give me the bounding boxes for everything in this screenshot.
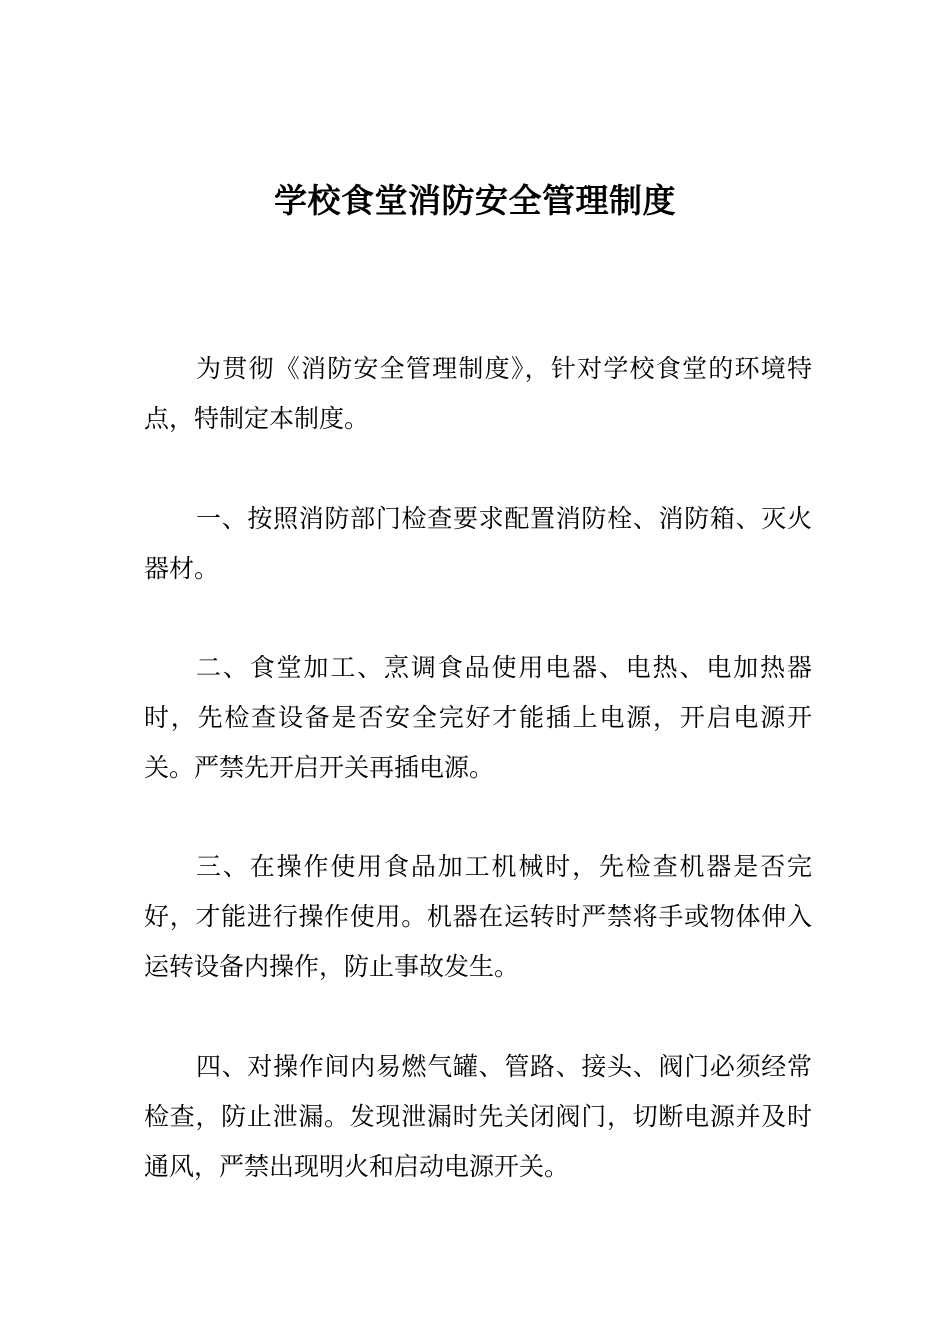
paragraph-item-3: 三、在操作使用食品加工机械时，先检查机器是否完好，才能进行操作使用。机器在运转时严禁将手或物体伸入运转设备内操作，防止事故发生。 <box>144 852 812 981</box>
paragraph-intro: 为贯彻《消防安全管理制度》，针对学校食堂的环境特点，特制定本制度。 <box>144 354 812 433</box>
paragraph-item-1: 一、按照消防部门检查要求配置消防栓、消防箱、灭火器材。 <box>144 504 812 583</box>
paragraph-item-2: 二、食堂加工、烹调食品使用电器、电热、电加热器时，先检查设备是否安全完好才能插上电源，开启电源开关。严禁先开启开关再插电源。 <box>144 653 812 782</box>
paragraph-item-4: 四、对操作间内易燃气罐、管路、接头、阀门必须经常检查，防止泄漏。发现泄漏时先关闭阀门，切断电源并及时通风，严禁出现明火和启动电源开关。 <box>144 1052 812 1181</box>
document-title: 学校食堂消防安全管理制度 <box>274 181 676 221</box>
